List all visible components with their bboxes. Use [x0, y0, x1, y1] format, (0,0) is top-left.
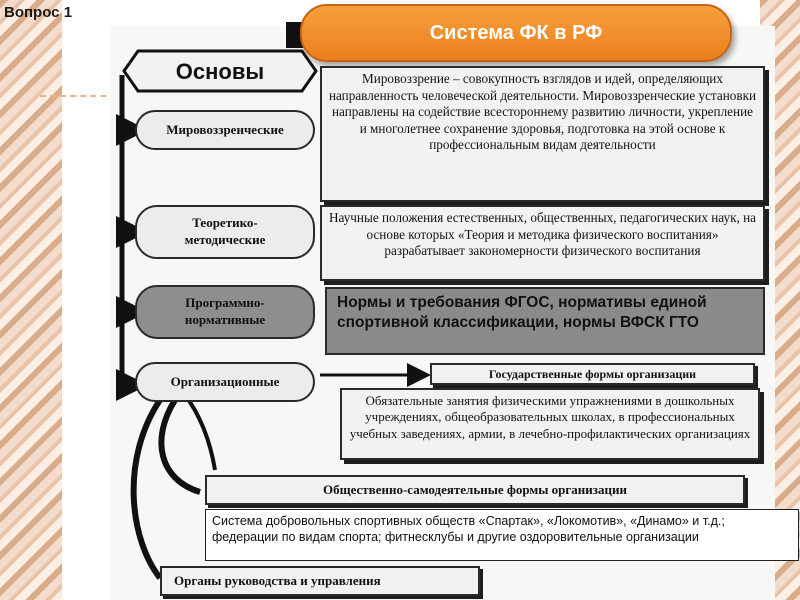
- slide-title: Система ФК в РФ: [300, 4, 732, 62]
- root-banner: [120, 45, 320, 97]
- foundation-theory: Теоретико- методические: [135, 205, 315, 259]
- curved-arrow-management: [134, 400, 160, 578]
- theory-description: Научные положения естественных, общественных, педагогических наук, на основе которых «Теория и методика физического воспитания» разрабатывает закономерности физического воспитания: [320, 205, 765, 281]
- curved-arrow-public: [161, 400, 200, 492]
- foundation-worldview: Мировоззренческие: [135, 110, 315, 150]
- norms-description: Нормы и требования ФГОС, нормативы единой спортивной классификации, нормы ВФСК ГТО: [325, 287, 765, 355]
- foundation-normative: Программно- нормативные: [135, 285, 315, 339]
- state-forms-text: Обязательные занятия физическими упражнениями в дошкольных учреждениях, общеобразовательных школах, в профессиональных учебных заведениях, армии, в лечебно-профилактических организациях: [340, 388, 760, 460]
- root-label: Основы: [175, 59, 265, 84]
- public-forms-header: Общественно-самодеятельные формы организации: [205, 475, 745, 505]
- foundation-organizational: Организационные: [135, 362, 315, 402]
- worldview-description: Мировоззрение – совокупность взглядов и идей, определяющих направленность человеческой деятельности. Мировоззренческие установки направлены на содействие всестороннему развитию личности, укрепление и многолетнее сохранение здоровья, подготовка на этой основе к профессиональным видам деятельности: [320, 66, 765, 202]
- public-forms-text: Система добровольных спортивных обществ «Спартак», «Локомотив», «Динамо» и т.д.; федерации по видам спорта; фитнесклубы и другие оздоровительные организации: [205, 509, 799, 561]
- state-forms-header: Государственные формы организации: [430, 363, 755, 385]
- question-label: Вопрос 1: [4, 4, 73, 21]
- management-header: Органы руководства и управления: [160, 566, 480, 596]
- curved-arrow-inner: [185, 395, 215, 470]
